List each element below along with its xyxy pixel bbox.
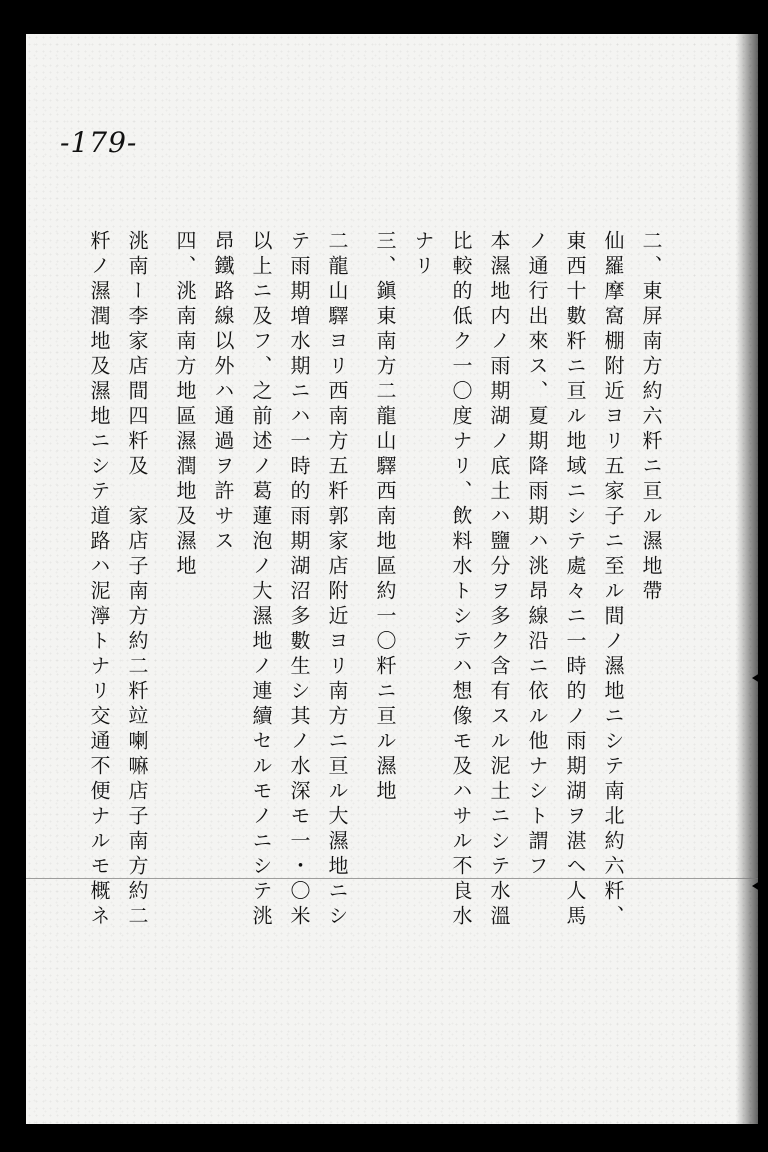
text-line: 本濕地内ノ雨期湖ノ底土ハ鹽分ヲ多ク含有スル泥土ニシテ水溫 bbox=[487, 230, 511, 930]
document-page bbox=[26, 34, 758, 1124]
section-heading: 二、東屏南方約六粁ニ亘ル濕地帶 bbox=[639, 230, 663, 605]
text-line: ナリ bbox=[411, 230, 435, 280]
page-number: -179- bbox=[60, 126, 138, 159]
page-edge-shadow bbox=[736, 34, 758, 1124]
section-heading: 四、洮南南方地區濕潤地及濕地 bbox=[173, 230, 197, 580]
binding-notch bbox=[752, 668, 768, 688]
text-line: 洮南ー李家店間四粁及 家店子南方約二粁竝喇嘛店子南方約二 bbox=[125, 230, 149, 930]
text-line: 仙羅摩窩棚附近ヨリ五家子ニ至ル間ノ濕地ニシテ南北約六粁、 bbox=[601, 230, 625, 930]
text-line: ノ通行出來ス、夏期降雨期ハ洮昂線沿ニ依ル他ナシト謂フ bbox=[525, 230, 549, 880]
text-line: 二龍山驛ヨリ西南方五粁郭家店附近ヨリ南方ニ亘ル大濕地ニシ bbox=[325, 230, 349, 930]
text-line: 粁ノ濕潤地及濕地ニシテ道路ハ泥濘トナリ交通不便ナルモ概ネ bbox=[87, 230, 111, 930]
text-line: テ雨期増水期ニハ一時的雨期湖沼多數生シ其ノ水深モ一・〇米 bbox=[287, 230, 311, 930]
document-text bbox=[80, 230, 670, 1070]
text-line: 以上ニ及フ、之前述ノ葛蓮泡ノ大濕地ノ連續セルモノニシテ洮 bbox=[249, 230, 273, 930]
text-line: 昂鐵路線以外ハ通過ヲ許サス bbox=[211, 230, 235, 555]
text-line: 比較的低ク一〇度ナリ、飲料水トシテハ想像モ及ハサル不良水 bbox=[449, 230, 473, 930]
binding-notch bbox=[752, 876, 768, 896]
section-heading: 三、鎭東南方二龍山驛西南地區約一〇粁ニ亘ル濕地 bbox=[373, 230, 397, 805]
text-line: 東西十數粁ニ亘ル地域ニシテ處々ニ一時的ノ雨期湖ヲ湛ヘ人馬 bbox=[563, 230, 587, 930]
